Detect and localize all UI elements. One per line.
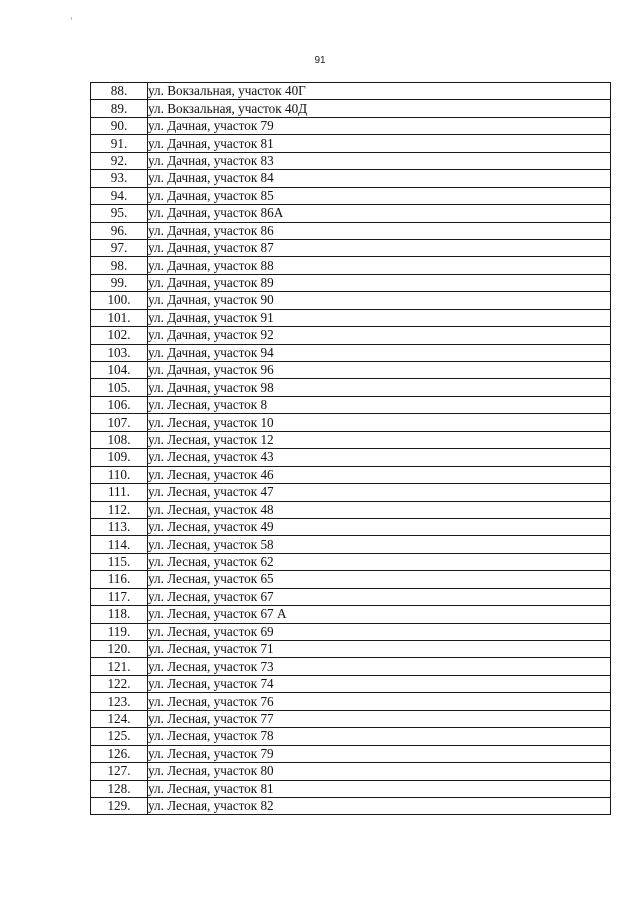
row-number: 101.: [91, 309, 148, 326]
row-number: 128.: [91, 780, 148, 797]
row-number: 103.: [91, 344, 148, 361]
row-number: 127.: [91, 763, 148, 780]
row-number: 99.: [91, 274, 148, 291]
table-row: [91, 379, 611, 396]
table-row: [91, 170, 611, 187]
row-number: 119.: [91, 623, 148, 640]
row-number: 117.: [91, 588, 148, 605]
table-row: [91, 205, 611, 222]
table-row: [91, 327, 611, 344]
row-address: ул. Дачная, участок 85: [148, 187, 611, 204]
row-address: ул. Дачная, участок 98: [148, 379, 611, 396]
row-address: ул. Лесная, участок 58: [148, 536, 611, 553]
row-number: 94.: [91, 187, 148, 204]
table-row: [91, 780, 611, 797]
row-address: ул. Дачная, участок 87: [148, 239, 611, 256]
row-address: ул. Дачная, участок 92: [148, 327, 611, 344]
table-row: [91, 501, 611, 518]
table-row: [91, 675, 611, 692]
table-row: [91, 484, 611, 501]
row-address: ул. Лесная, участок 77: [148, 710, 611, 727]
row-address: ул. Дачная, участок 84: [148, 170, 611, 187]
row-number: 89.: [91, 100, 148, 117]
row-number: 104.: [91, 362, 148, 379]
table-row: [91, 449, 611, 466]
table-row: [91, 344, 611, 361]
row-number: 106.: [91, 396, 148, 413]
address-table-body: [91, 83, 611, 815]
table-row: [91, 466, 611, 483]
row-address: ул. Лесная, участок 71: [148, 641, 611, 658]
row-address: ул. Лесная, участок 76: [148, 693, 611, 710]
table-row: [91, 222, 611, 239]
table-row: [91, 100, 611, 117]
table-row: [91, 362, 611, 379]
table-row: [91, 414, 611, 431]
row-address: ул. Лесная, участок 46: [148, 466, 611, 483]
row-address: ул. Вокзальная, участок 40Г: [148, 83, 611, 100]
table-row: [91, 396, 611, 413]
row-number: 90.: [91, 117, 148, 134]
row-number: 114.: [91, 536, 148, 553]
row-number: 88.: [91, 83, 148, 100]
row-address: ул. Лесная, участок 69: [148, 623, 611, 640]
row-address: ул. Лесная, участок 65: [148, 571, 611, 588]
row-address: ул. Дачная, участок 86: [148, 222, 611, 239]
row-number: 102.: [91, 327, 148, 344]
row-address: ул. Лесная, участок 81: [148, 780, 611, 797]
row-number: 111.: [91, 484, 148, 501]
table-row: [91, 257, 611, 274]
table-row: [91, 606, 611, 623]
row-number: 92.: [91, 152, 148, 169]
row-number: 91.: [91, 135, 148, 152]
page-number: 91: [314, 55, 326, 66]
table-row: [91, 431, 611, 448]
table-row: [91, 658, 611, 675]
table-row: [91, 187, 611, 204]
row-number: 121.: [91, 658, 148, 675]
row-address: ул. Вокзальная, участок 40Д: [148, 100, 611, 117]
row-address: ул. Лесная, участок 49: [148, 518, 611, 535]
row-number: 108.: [91, 431, 148, 448]
address-table: [90, 82, 611, 815]
table-row: [91, 623, 611, 640]
row-address: ул. Лесная, участок 67 А: [148, 606, 611, 623]
row-address: ул. Лесная, участок 48: [148, 501, 611, 518]
row-address: ул. Дачная, участок 94: [148, 344, 611, 361]
table-row: [91, 292, 611, 309]
table-row: [91, 83, 611, 100]
table-row: [91, 274, 611, 291]
table-row: [91, 117, 611, 134]
table-row: [91, 518, 611, 535]
row-number: 105.: [91, 379, 148, 396]
row-number: 125.: [91, 728, 148, 745]
row-number: 122.: [91, 675, 148, 692]
row-address: ул. Лесная, участок 62: [148, 553, 611, 570]
table-row: [91, 152, 611, 169]
row-number: 97.: [91, 239, 148, 256]
row-address: ул. Дачная, участок 79: [148, 117, 611, 134]
table-row: [91, 728, 611, 745]
row-number: 115.: [91, 553, 148, 570]
row-address: ул. Дачная, участок 96: [148, 362, 611, 379]
row-address: ул. Дачная, участок 86А: [148, 205, 611, 222]
row-number: 95.: [91, 205, 148, 222]
row-address: ул. Лесная, участок 8: [148, 396, 611, 413]
row-address: ул. Дачная, участок 81: [148, 135, 611, 152]
row-address: ул. Дачная, участок 88: [148, 257, 611, 274]
row-number: 100.: [91, 292, 148, 309]
row-number: 93.: [91, 170, 148, 187]
row-number: 124.: [91, 710, 148, 727]
row-address: ул. Лесная, участок 80: [148, 763, 611, 780]
row-address: ул. Лесная, участок 43: [148, 449, 611, 466]
table-row: [91, 571, 611, 588]
table-row: [91, 797, 611, 814]
row-address: ул. Дачная, участок 90: [148, 292, 611, 309]
row-number: 110.: [91, 466, 148, 483]
table-row: [91, 710, 611, 727]
table-row: [91, 536, 611, 553]
row-number: 118.: [91, 606, 148, 623]
row-number: 112.: [91, 501, 148, 518]
table-row: [91, 641, 611, 658]
row-address: ул. Лесная, участок 12: [148, 431, 611, 448]
row-number: 126.: [91, 745, 148, 762]
table-row: [91, 309, 611, 326]
row-address: ул. Лесная, участок 74: [148, 675, 611, 692]
row-address: ул. Лесная, участок 67: [148, 588, 611, 605]
row-number: 113.: [91, 518, 148, 535]
row-number: 98.: [91, 257, 148, 274]
table-row: [91, 763, 611, 780]
row-address: ул. Лесная, участок 78: [148, 728, 611, 745]
table-row: [91, 553, 611, 570]
row-number: 116.: [91, 571, 148, 588]
row-address: ул. Лесная, участок 47: [148, 484, 611, 501]
row-address: ул. Дачная, участок 83: [148, 152, 611, 169]
row-address: ул. Лесная, участок 73: [148, 658, 611, 675]
table-row: [91, 135, 611, 152]
table-row: [91, 588, 611, 605]
table-row: [91, 239, 611, 256]
row-number: 107.: [91, 414, 148, 431]
table-row: [91, 745, 611, 762]
row-address: ул. Лесная, участок 82: [148, 797, 611, 814]
row-number: 123.: [91, 693, 148, 710]
row-address: ул. Лесная, участок 79: [148, 745, 611, 762]
row-number: 120.: [91, 641, 148, 658]
table-row: [91, 693, 611, 710]
row-address: ул. Дачная, участок 89: [148, 274, 611, 291]
row-number: 96.: [91, 222, 148, 239]
row-number: 109.: [91, 449, 148, 466]
row-address: ул. Дачная, участок 91: [148, 309, 611, 326]
row-number: 129.: [91, 797, 148, 814]
scan-artifact: [71, 17, 72, 20]
row-address: ул. Лесная, участок 10: [148, 414, 611, 431]
